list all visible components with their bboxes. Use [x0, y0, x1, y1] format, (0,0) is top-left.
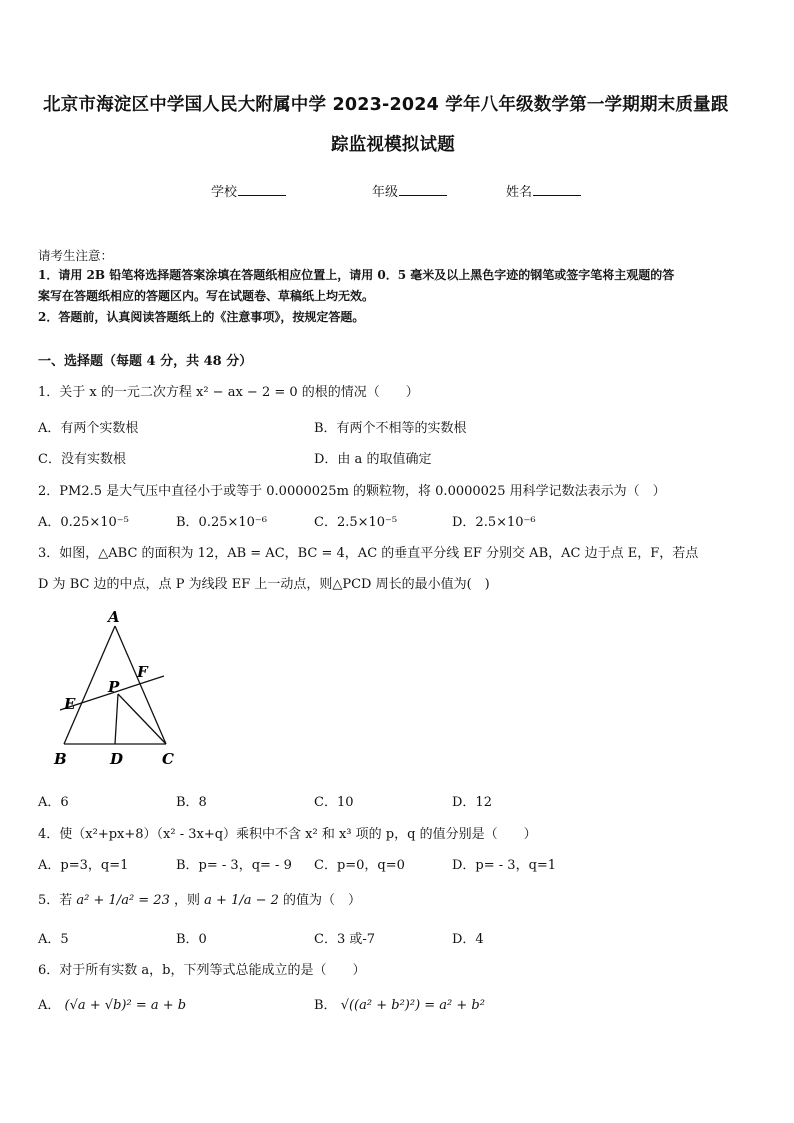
school-field[interactable] [211, 181, 286, 200]
q6-option-a-expr: (√a + √b)² = a + b [64, 998, 187, 1013]
q5-stem [38, 889, 361, 908]
q1-option-d[interactable]: D．由 a 的取值确定 [314, 452, 432, 467]
q6-option-a-label: A． [38, 998, 61, 1013]
q3-option-b[interactable]: B．8 [176, 795, 207, 810]
name-label: 姓名 [506, 185, 533, 200]
q3-stem-line2: D 为 BC 边的中点，点 P 为线段 EF 上一动点，则△PCD 周长的最小值为( ) [38, 577, 490, 592]
grade-label: 年级 [372, 185, 399, 200]
page-title-line1: 北京市海淀区中学国人民大附属中学 2023-2024 学年八年级数学第一学期期末质量跟 [43, 95, 729, 115]
label-f: F [137, 663, 148, 681]
q3-option-a[interactable]: A．6 [38, 795, 69, 810]
q2-option-b[interactable]: B．0.25×10⁻⁶ [176, 515, 268, 530]
school-blank[interactable] [238, 183, 286, 196]
q3-option-d[interactable]: D．12 [452, 795, 492, 810]
name-blank[interactable] [533, 183, 581, 196]
edge-ac [115, 626, 166, 744]
q6-option-b-label: B． [314, 998, 337, 1013]
q3-stem-line1: 3．如图，△ABC 的面积为 12，AB = AC，BC = 4，AC 的垂直平分线 EF 分别交 AB，AC 边于点 E，F，若点 [38, 546, 699, 561]
q4-stem: 4．使（x²+px+8）（x² - 3x+q）乘积中不含 x² 和 x³ 项的 p，q 的值分别是（ ） [38, 827, 537, 842]
q5-option-c[interactable]: C．3 或-7 [314, 932, 376, 947]
q4-option-c[interactable]: C．p=0，q=0 [314, 858, 405, 873]
notice-item2: 2．答题前，认真阅读答题纸上的《注意事项》，按规定答题。 [38, 310, 365, 324]
q2-option-a[interactable]: A．0.25×10⁻⁵ [38, 515, 129, 530]
label-p: P [108, 678, 120, 696]
label-e: E [64, 695, 76, 713]
q5-equation: a² + 1/a² = 23 [76, 893, 170, 908]
q5-stem-post: 的值为（ ） [283, 893, 362, 908]
notice-item1-line1: 1．请用 2B 铅笔将选择题答案涂填在答题纸相应位置上，请用 0．5 毫米及以上黑色字迹的钢笔或签字笔将主观题的答 [38, 268, 675, 282]
grade-blank[interactable] [399, 183, 447, 196]
label-b: B [54, 750, 67, 768]
page-title-line2: 踪监视模拟试题 [331, 135, 455, 155]
q4-option-d[interactable]: D．p= - 3，q=1 [452, 858, 557, 873]
label-d: D [110, 750, 124, 768]
q5-option-b[interactable]: B．0 [176, 932, 207, 947]
label-a: A [108, 608, 120, 626]
q2-stem: 2．PM2.5 是大气压中直径小于或等于 0.0000025m 的颗粒物，将 0.0000025 用科学记数法表示为（ ） [38, 484, 666, 499]
notice-heading: 请考生注意： [38, 248, 114, 263]
q6-option-a[interactable] [38, 994, 186, 1013]
q1-option-b[interactable]: B．有两个不相等的实数根 [314, 421, 467, 436]
notice-item1-line2: 案写在答题纸相应的答题区内。写在试题卷、草稿纸上均无效。 [38, 289, 375, 303]
q4-option-b[interactable]: B．p= - 3，q= - 9 [176, 858, 292, 873]
q2-option-d[interactable]: D．2.5×10⁻⁶ [452, 515, 536, 530]
grade-field[interactable] [372, 181, 447, 200]
segment-pd [115, 694, 118, 744]
q5-option-a[interactable]: A．5 [38, 932, 69, 947]
q2-option-c[interactable]: C．2.5×10⁻⁵ [314, 515, 398, 530]
q1-option-c[interactable]: C．没有实数根 [38, 452, 126, 467]
q6-option-b-expr: √((a² + b²)²) = a² + b² [340, 998, 485, 1013]
q1-option-a[interactable]: A．有两个实数根 [38, 421, 139, 436]
name-field[interactable] [506, 181, 581, 200]
segment-pc [118, 694, 166, 744]
q3-option-c[interactable]: C．10 [314, 795, 354, 810]
school-label: 学校 [211, 185, 238, 200]
q5-option-d[interactable]: D．4 [452, 932, 484, 947]
q5-expression: a + 1/a − 2 [204, 893, 279, 908]
q6-option-b[interactable] [314, 994, 485, 1013]
q5-stem-mid: ，则 [174, 893, 201, 908]
q6-stem: 6．对于所有实数 a，b，下列等式总能成立的是（ ） [38, 963, 366, 978]
label-c: C [162, 750, 174, 768]
q1-stem: 1．关于 x 的一元二次方程 x² − ax − 2 = 0 的根的情况（ ） [38, 385, 419, 400]
section-heading: 一、选择题（每题 4 分，共 48 分） [38, 354, 253, 369]
q5-stem-pre: 5．若 [38, 893, 73, 908]
triangle-figure [48, 606, 188, 776]
q4-option-a[interactable]: A．p=3，q=1 [38, 858, 129, 873]
